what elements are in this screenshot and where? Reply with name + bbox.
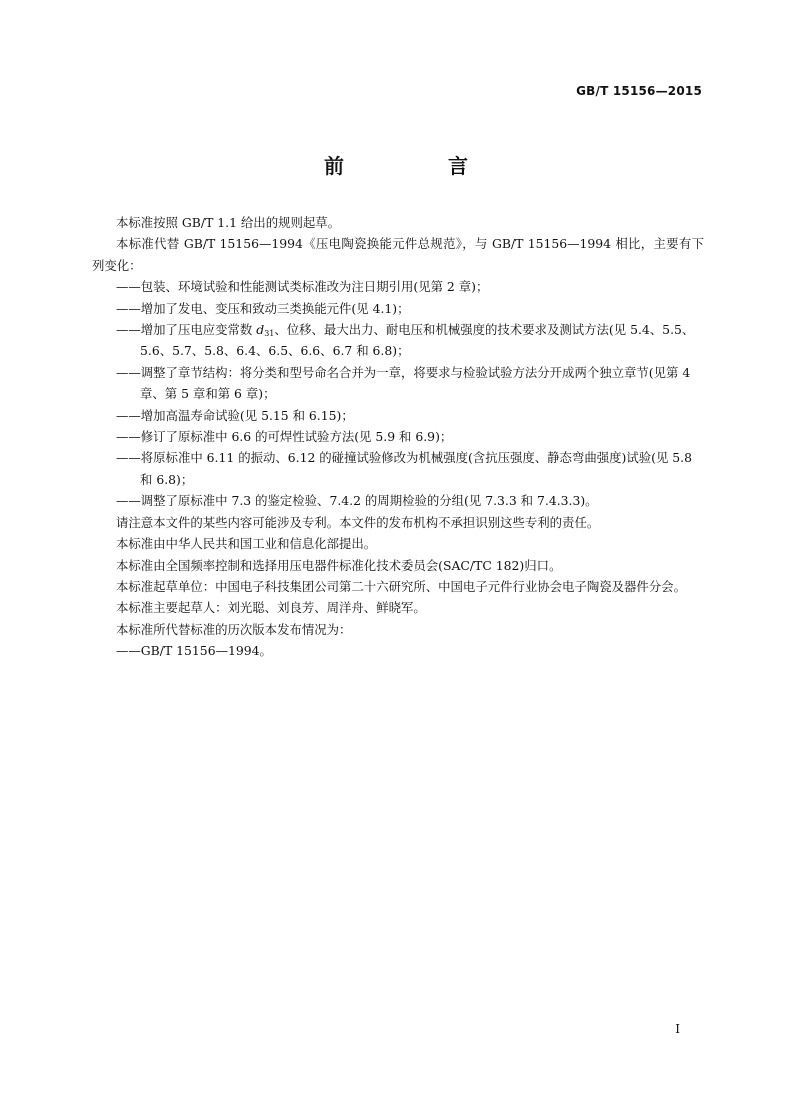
piezo-constant-subscript: 31 (264, 329, 275, 339)
change-item: ——调整了章节结构：将分类和型号命名合并为一章，将要求与检验试验方法分开成两个独立章节(见第 4 章、第 5 章和第 6 章)； (116, 364, 691, 402)
paragraph-proposed-by: 本标准由中华人民共和国工业和信息化部提出。 (116, 536, 377, 552)
piezo-constant-symbol: d (256, 322, 265, 338)
change-item-text: ——增加了压电应变常数 (116, 322, 257, 338)
change-item: ——包装、环境试验和性能测试类标准改为注日期引用(见第 2 章)； (116, 279, 489, 295)
standard-number: GB/T 15156—2015 (576, 84, 702, 98)
change-item: ——调整了原标准中 7.3 的鉴定检验、7.4.2 的周期检验的分组(见 7.3.3 和 7.4.3.3)。 (116, 493, 598, 509)
paragraph-history-intro: 本标准所代替标准的历次版本发布情况为： (116, 621, 352, 637)
paragraph-drafters: 本标准主要起草人：刘光聪、刘良芳、周洋舟、鲜晓军。 (116, 600, 426, 616)
change-item (92, 319, 704, 362)
change-item: ——增加高温寿命试验(见 5.15 和 6.15)； (116, 407, 354, 423)
page-title: 前 言 (324, 154, 510, 178)
history-item: ——GB/T 15156—1994。 (116, 643, 272, 659)
change-item: ——将原标准中 6.11 的振动、6.12 的碰撞试验修改为机械强度(含抗压强度、静态弯曲强度)试验(见 5.8 和 6.8)； (116, 450, 692, 487)
paragraph-patent-notice: 请注意本文件的某些内容可能涉及专利。本文件的发布机构不承担识别这些专利的责任。 (116, 514, 600, 530)
paragraph-replaces: 本标准代替 GB/T 15156—1994《压电陶瓷换能元件总规范》，与 GB/T 15156—1994 相比，主要有下列变化： (92, 236, 704, 273)
paragraph-drafting-organizations: 本标准起草单位：中国电子科技集团公司第二十六研究所、中国电子元件行业协会电子陶瓷及器件分会。 (116, 578, 686, 594)
page-number: I (675, 1022, 680, 1036)
change-item: ——修订了原标准中 6.6 的可焊性试验方法(见 5.9 和 6.9)； (116, 429, 453, 445)
preface-body (92, 212, 704, 662)
paragraph-under-jurisdiction: 本标准由全国频率控制和选择用压电器件标准化技术委员会(SAC/TC 182)归口。 (116, 557, 562, 573)
change-item-text: 、位移、最大出力、耐电压和机械强度的技术要求及测试方法(见 5.4、5.5、5.6、5.7、5.8、6.4、6.5、6.6、6.7 和 6.8)； (140, 322, 695, 359)
paragraph-drafting-rules: 本标准按照 GB/T 1.1 给出的规则起草。 (116, 215, 341, 230)
change-item: ——增加了发电、变压和致动三类换能元件(见 4.1)； (116, 300, 410, 316)
